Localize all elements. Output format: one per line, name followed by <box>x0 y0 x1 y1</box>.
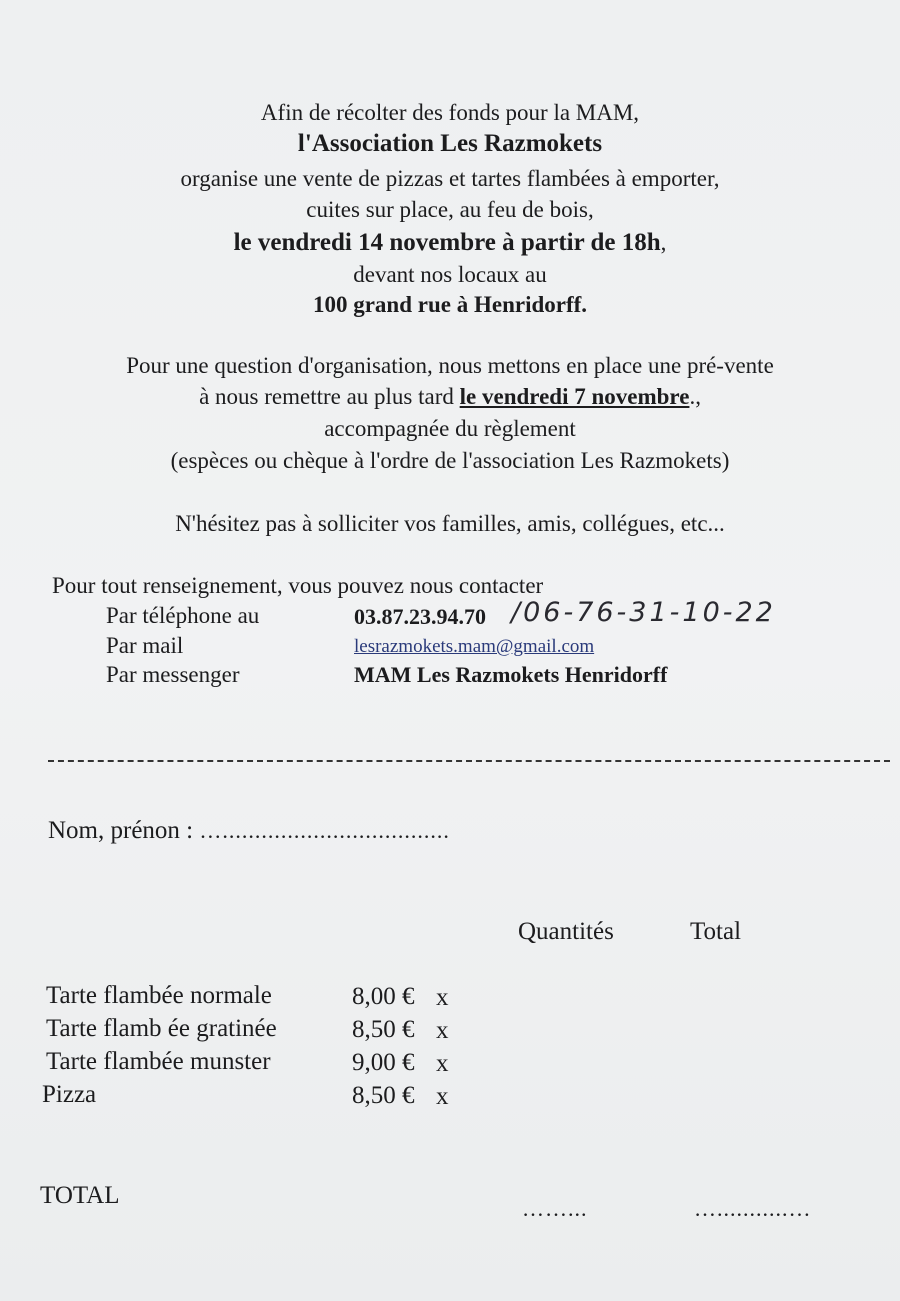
item-price: 8,00 € <box>352 983 415 1010</box>
messenger-value: MAM Les Razmokets Henridorff <box>354 662 668 687</box>
presale-deadline: le vendredi 7 novembre <box>459 384 690 409</box>
intro-line-6: devant nos locaux au <box>353 262 547 287</box>
total-quantity-dots: ……... <box>522 1196 588 1221</box>
item-times: x <box>436 1017 449 1044</box>
item-name: Tarte flambée munster <box>46 1048 271 1075</box>
mail-link[interactable]: lesrazmokets.mam@gmail.com <box>354 636 595 657</box>
association-name: l'Association Les Razmokets <box>297 130 603 157</box>
intro-line-1: Afin de récolter des fonds pour la MAM, <box>260 100 640 125</box>
event-date-line <box>0 229 900 257</box>
item-price: 9,00 € <box>352 1049 415 1076</box>
event-date: le vendredi 14 novembre à partir de 18h <box>233 229 661 256</box>
presale-line-1: Pour une question d'organisation, nous mettons en place une pré-vente <box>126 353 774 378</box>
invite-text: N'hésitez pas à solliciter vos familles, amis, collégues, etc... <box>175 511 725 536</box>
item-times: x <box>436 984 449 1011</box>
event-date-comma: , <box>660 230 667 255</box>
item-times: x <box>436 1050 449 1077</box>
item-price: 8,50 € <box>352 1016 415 1043</box>
name-dots: …................................... <box>199 818 450 843</box>
item-times: x <box>436 1083 449 1110</box>
presale-suffix: ., <box>689 384 701 409</box>
presale-line-4: (espèces ou chèque à l'ordre de l'association Les Razmokets) <box>170 448 730 473</box>
presale-line-2 <box>0 384 900 410</box>
item-name: Tarte flamb ée gratinée <box>46 1015 277 1042</box>
name-field[interactable] <box>48 817 450 845</box>
contact-heading: Pour tout renseignement, vous pouvez nous contacter <box>52 573 544 598</box>
column-total: Total <box>690 918 742 945</box>
messenger-label: Par messenger <box>106 662 240 687</box>
phone-handwritten: /06-76-31-10-22 <box>511 597 776 628</box>
total-amount-dots: …...........… <box>694 1196 812 1221</box>
phone-value: 03.87.23.94.70 <box>354 604 486 629</box>
item-name: Pizza <box>42 1081 97 1108</box>
name-label: Nom, prénon : <box>48 817 200 844</box>
event-address: 100 grand rue à Henridorff. <box>312 292 588 317</box>
phone-label: Par téléphone au <box>106 603 260 628</box>
intro-line-3: organise une vente de pizzas et tartes flambées à emporter, <box>180 166 720 191</box>
presale-line-3: accompagnée du règlement <box>324 416 576 441</box>
intro-line-4: cuites sur place, au feu de bois, <box>306 197 594 222</box>
cut-line <box>48 760 890 762</box>
item-price: 8,50 € <box>352 1082 415 1109</box>
mail-label: Par mail <box>106 633 184 658</box>
item-name: Tarte flambée normale <box>46 982 272 1009</box>
total-label: TOTAL <box>40 1182 120 1209</box>
column-quantity: Quantités <box>518 918 614 945</box>
presale-prefix: à nous remettre au plus tard <box>199 384 460 409</box>
